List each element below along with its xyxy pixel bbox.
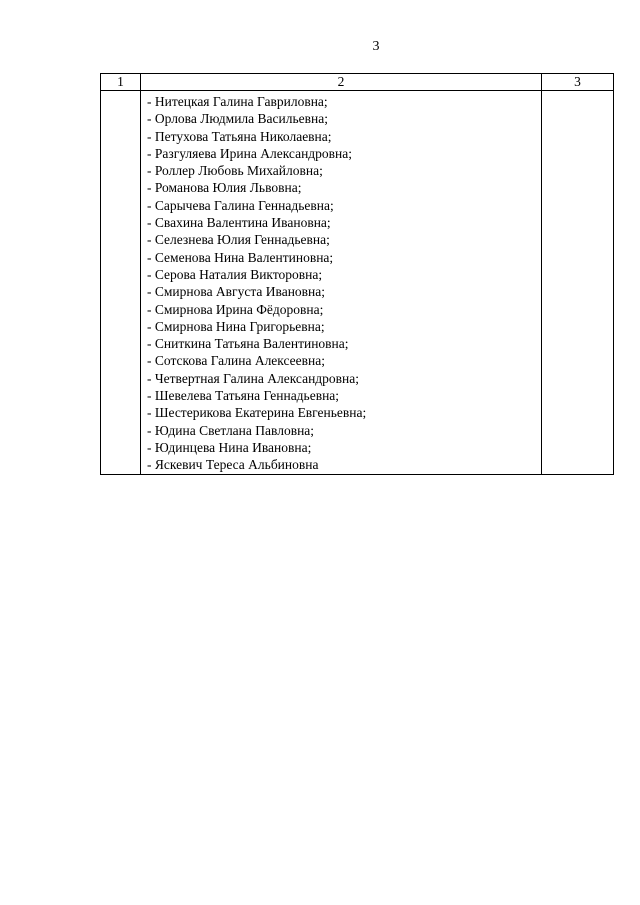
name-item: - Шестерикова Екатерина Евгеньевна; (147, 405, 367, 421)
table-cell-col1 (101, 91, 141, 475)
name-item: - Сотскова Галина Алексеевна; (147, 353, 326, 369)
name-item: - Селезнева Юлия Геннадьевна; (147, 232, 330, 248)
column-header-1: 1 (101, 74, 141, 91)
name-item: - Романова Юлия Львовна; (147, 180, 302, 196)
name-item: - Яскевич Тереса Альбиновна (147, 457, 319, 473)
name-item: - Смирнова Нина Григорьевна; (147, 318, 325, 334)
name-item: - Серова Наталия Викторовна; (147, 266, 323, 282)
name-item: - Свахина Валентина Ивановна; (147, 215, 331, 231)
name-item: - Нитецкая Галина Гавриловна; (147, 94, 328, 109)
name-item: - Четвертная Галина Александровна; (147, 370, 360, 386)
name-item: - Юдинцева Нина Ивановна; (147, 439, 312, 455)
name-item: - Семенова Нина Валентиновна; (147, 249, 334, 265)
table-cell-names (141, 91, 542, 475)
name-item: - Петухова Татьяна Николаевна; (147, 128, 332, 144)
table-row (101, 91, 614, 475)
name-item: - Шевелева Татьяна Геннадьевна; (147, 388, 340, 404)
name-item: - Разгуляева Ирина Александровна; (147, 145, 352, 161)
name-item: - Юдина Светлана Павловна; (147, 422, 315, 438)
name-item: - Смирнова Ирина Фёдоровна; (147, 301, 324, 317)
name-item: - Орлова Людмила Васильевна; (147, 111, 328, 127)
name-item: - Сниткина Татьяна Валентиновна; (147, 336, 349, 352)
table-cell-col3 (542, 91, 614, 475)
page-number: 3 (372, 39, 380, 54)
column-header-2: 2 (141, 74, 542, 91)
table-header-row (101, 74, 614, 91)
name-item: - Смирнова Августа Ивановна; (147, 284, 326, 300)
names-table (100, 73, 614, 475)
name-item: - Роллер Любовь Михайловна; (147, 163, 323, 179)
column-header-3: 3 (542, 74, 614, 91)
name-item: - Сарычева Галина Геннадьевна; (147, 197, 334, 213)
